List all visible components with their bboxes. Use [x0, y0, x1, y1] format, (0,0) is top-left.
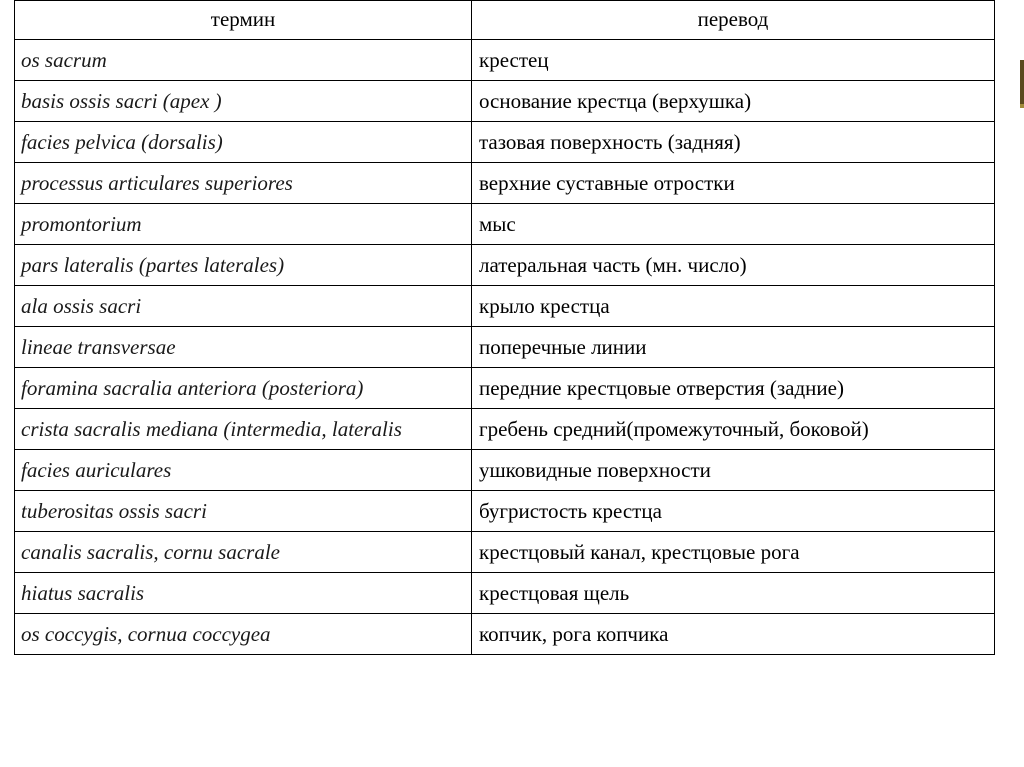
table-row	[15, 532, 995, 573]
table-row	[15, 327, 995, 368]
translation-cell: основание крестца (верхушка)	[472, 81, 995, 122]
table-row	[15, 286, 995, 327]
term-cell: facies auriculares	[15, 450, 472, 491]
term-cell: crista sacralis mediana (intermedia, lateralis	[15, 409, 472, 450]
table-row	[15, 450, 995, 491]
translation-cell: крестцовый канал, крестцовые рога	[472, 532, 995, 573]
table-header-row	[15, 1, 995, 40]
term-cell: os coccygis, cornua coccygea	[15, 614, 472, 655]
terms-table	[14, 0, 995, 655]
translation-cell: бугристость крестца	[472, 491, 995, 532]
table-row	[15, 204, 995, 245]
translation-cell: крестцовая щель	[472, 573, 995, 614]
header-translation: перевод	[472, 1, 995, 40]
table-row	[15, 614, 995, 655]
term-cell: canalis sacralis, cornu sacrale	[15, 532, 472, 573]
table-row	[15, 122, 995, 163]
terms-table-container	[14, 0, 994, 655]
term-cell: os sacrum	[15, 40, 472, 81]
translation-cell: крестец	[472, 40, 995, 81]
slide-edge-accent	[1020, 60, 1024, 104]
translation-cell: поперечные линии	[472, 327, 995, 368]
term-cell: hiatus sacralis	[15, 573, 472, 614]
slide-edge-accent-tip	[1020, 104, 1024, 108]
translation-cell: гребень средний(промежуточный, боковой)	[472, 409, 995, 450]
term-cell: tuberositas ossis sacri	[15, 491, 472, 532]
table-row	[15, 81, 995, 122]
header-term: термин	[15, 1, 472, 40]
term-cell: basis ossis sacri (apex )	[15, 81, 472, 122]
table-row	[15, 40, 995, 81]
table-row	[15, 368, 995, 409]
translation-cell: мыс	[472, 204, 995, 245]
table-row	[15, 163, 995, 204]
table-row	[15, 245, 995, 286]
translation-cell: верхние суставные отростки	[472, 163, 995, 204]
term-cell: facies pelvica (dorsalis)	[15, 122, 472, 163]
term-cell: promontorium	[15, 204, 472, 245]
term-cell: lineae transversae	[15, 327, 472, 368]
translation-cell: тазовая поверхность (задняя)	[472, 122, 995, 163]
translation-cell: крыло крестца	[472, 286, 995, 327]
translation-cell: копчик, рога копчика	[472, 614, 995, 655]
term-cell: foramina sacralia anteriora (posteriora)	[15, 368, 472, 409]
term-cell: pars lateralis (partes laterales)	[15, 245, 472, 286]
translation-cell: ушковидные поверхности	[472, 450, 995, 491]
table-row	[15, 409, 995, 450]
translation-cell: передние крестцовые отверстия (задние)	[472, 368, 995, 409]
term-cell: processus articulares superiores	[15, 163, 472, 204]
table-row	[15, 573, 995, 614]
translation-cell: латеральная часть (мн. число)	[472, 245, 995, 286]
table-row	[15, 491, 995, 532]
term-cell: ala ossis sacri	[15, 286, 472, 327]
